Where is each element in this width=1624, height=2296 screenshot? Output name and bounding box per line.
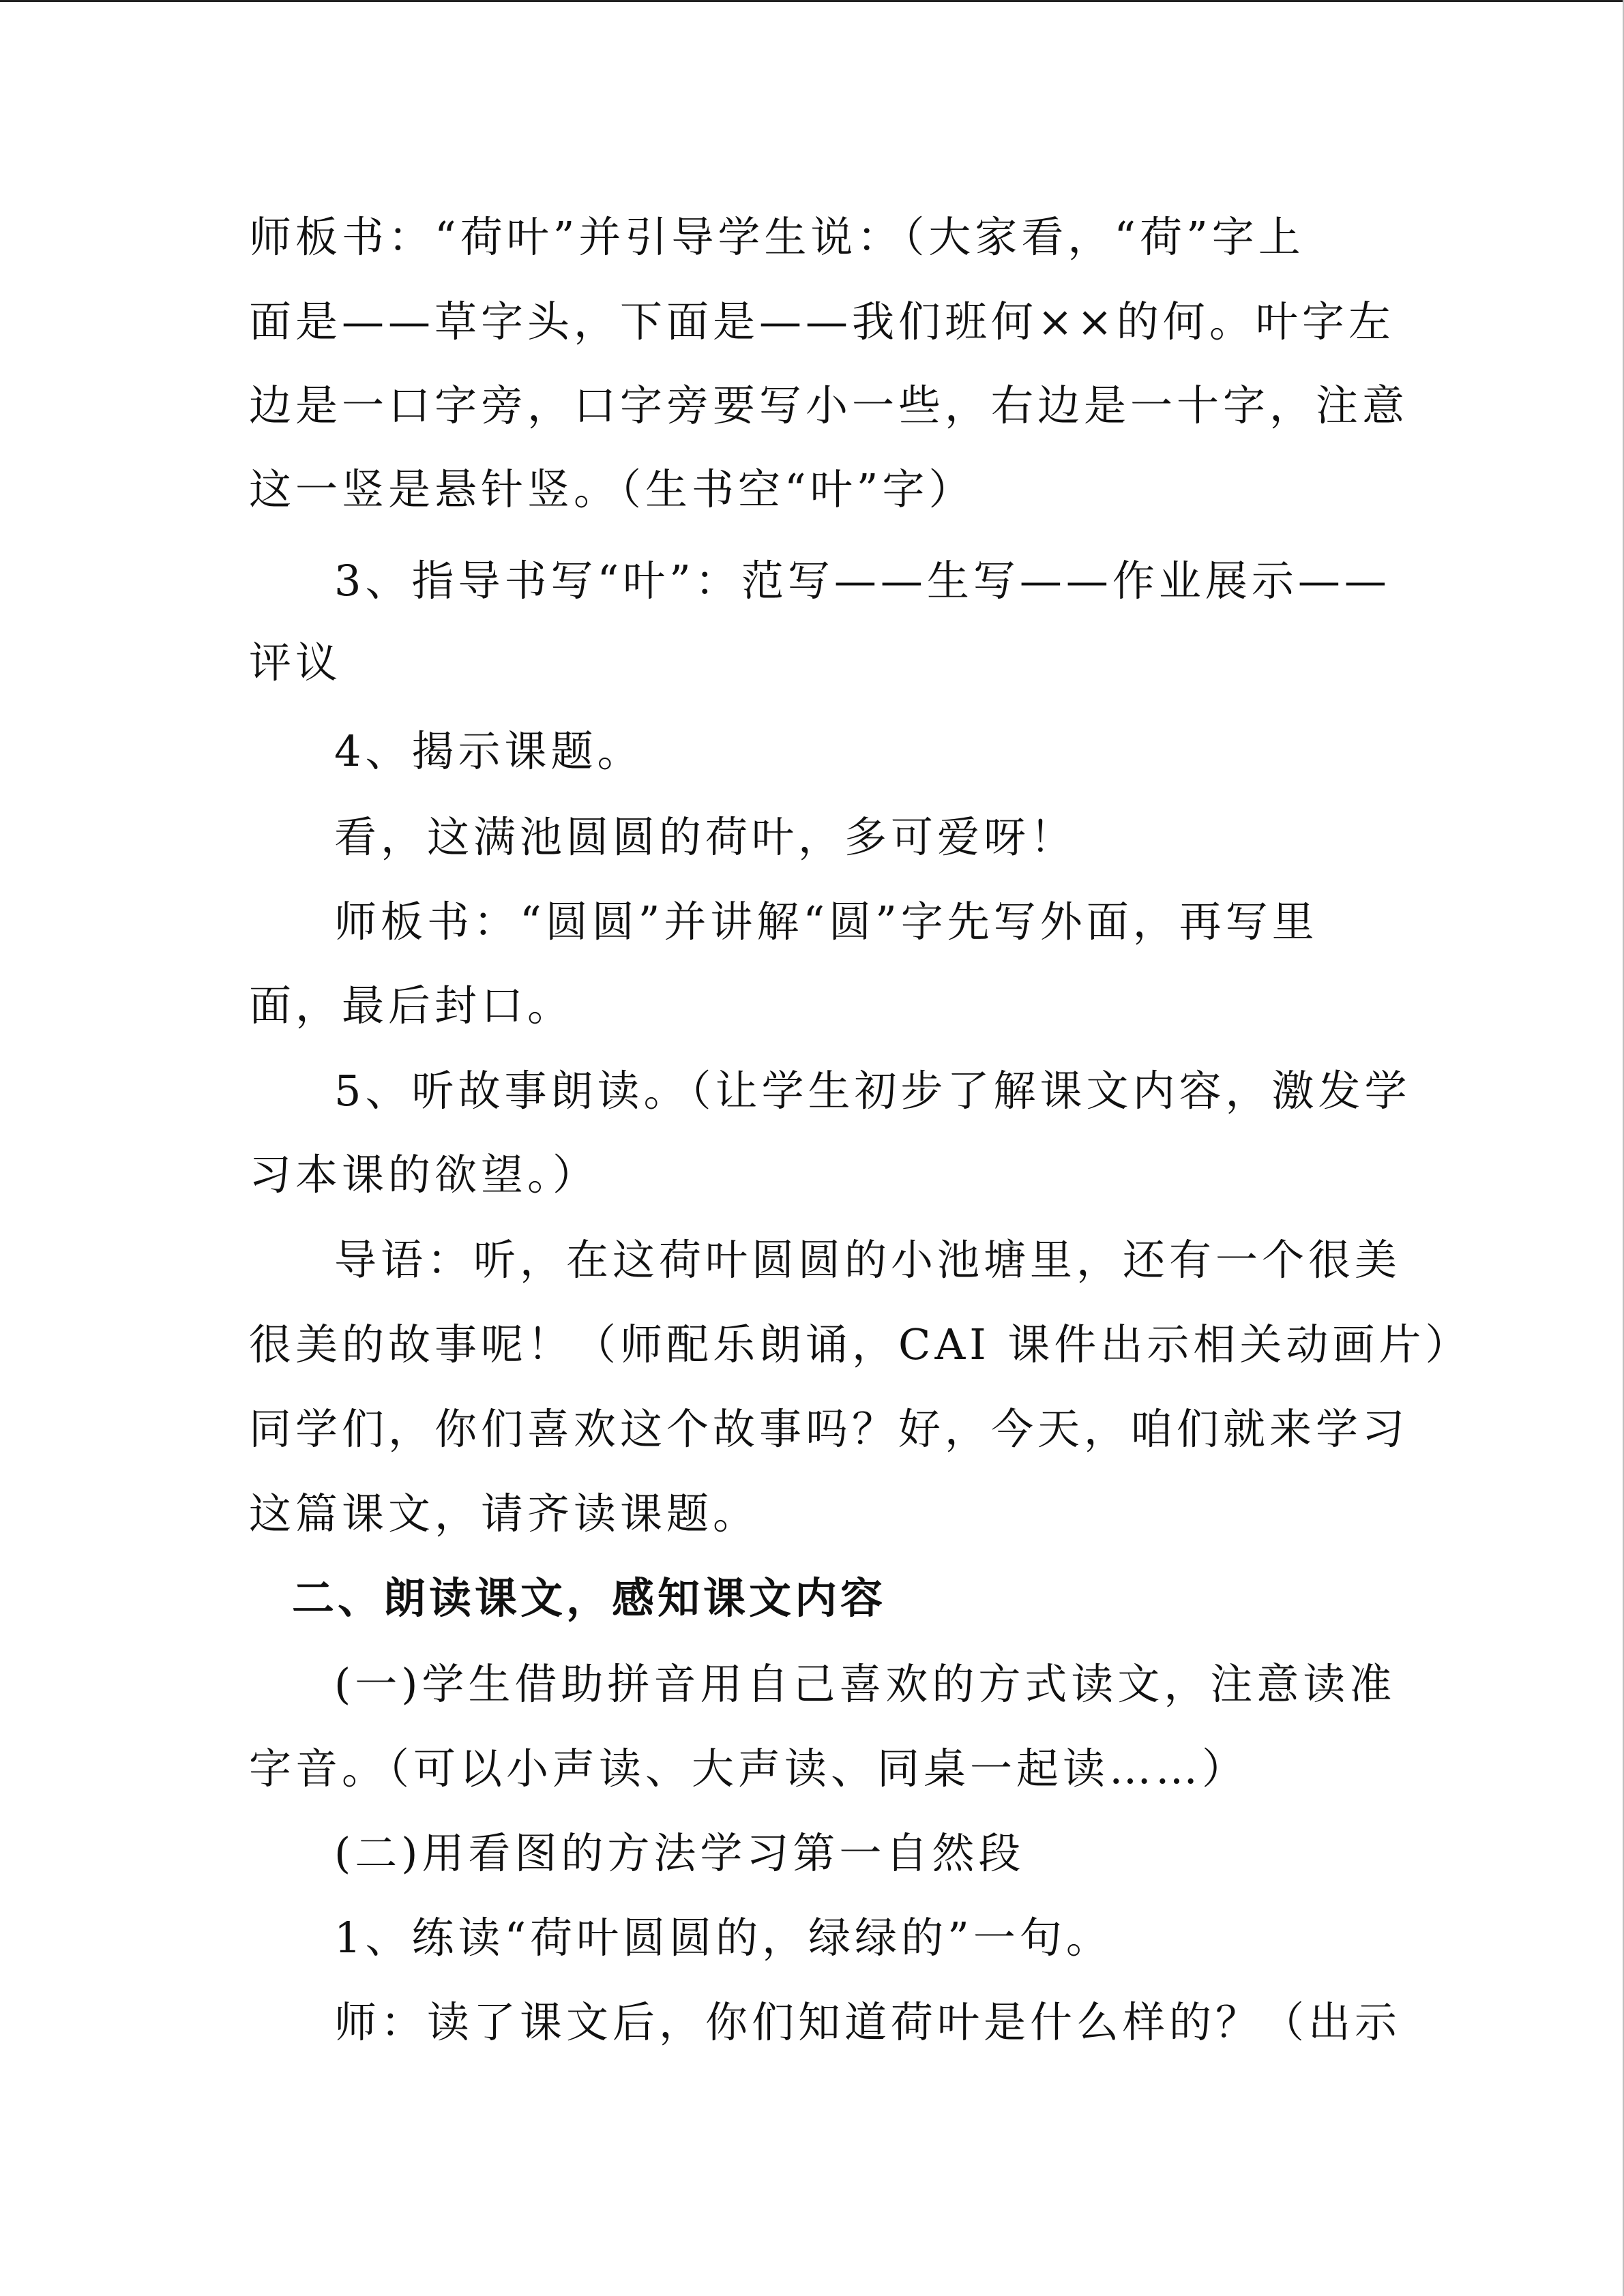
paragraph-line: 导语：听，在这荷叶圆圆的小池塘里，还有一个很美 [334,1235,1402,1285]
paragraph-line: 5、听故事朗读。（让学生初步了解课文内容，激发学 [334,1066,1411,1116]
paragraph-line: (二)用看图的方法学习第一自然段 [334,1828,1025,1878]
paragraph-line: 师板书：“圆圆”并讲解“圆”字先写外面，再写里 [334,897,1318,946]
paragraph-line: 习本课的欲望。） [249,1150,600,1199]
document-body [249,0,1472,2296]
paragraph-line: 1、练读“荷叶圆圆的，绿绿的”一句。 [334,1913,1112,1963]
paragraph-line: (一)学生借助拼音用自己喜欢的方式读文，注意读准 [334,1659,1396,1709]
paragraph-line: 很美的故事呢！（师配乐朗诵，CAI 课件出示相关动画片） [249,1320,1472,1369]
paragraph-line: 评议 [249,638,342,687]
paragraph-line: 4、揭示课题。 [334,726,644,776]
paragraph-line: 师：读了课文后，你们知道荷叶是什么样的？（出示 [334,1997,1402,2047]
paragraph-line: 面，最后封口。 [249,981,574,1030]
paragraph-line: 师板书：“荷叶”并引导学生说：（大家看，“荷”字上 [249,212,1305,262]
paragraph-line: 同学们，你们喜欢这个故事吗？好，今天，咱们就来学习 [249,1404,1409,1454]
paragraph-line: 这篇课文，请齐读课题。 [249,1489,760,1538]
paragraph-line: 面是——草字头，下面是——我们班何××的何。叶字左 [249,297,1395,346]
paragraph-line: 边是一口字旁，口字旁要写小一些，右边是一十字，注意 [249,381,1409,430]
paragraph-line: 这一竖是悬针竖。（生书空“叶”字） [249,464,975,514]
section-heading: 二、朗读课文，感知课文内容 [292,1573,887,1623]
paragraph-line: 字音。（可以小声读、大声读、同桌一起读……） [249,1744,1249,1793]
paragraph-line: 3、指导书写“叶”：范写——生写——作业展示—— [334,556,1391,606]
paragraph-line: 看，这满池圆圆的荷叶，多可爱呀！ [334,812,1077,862]
